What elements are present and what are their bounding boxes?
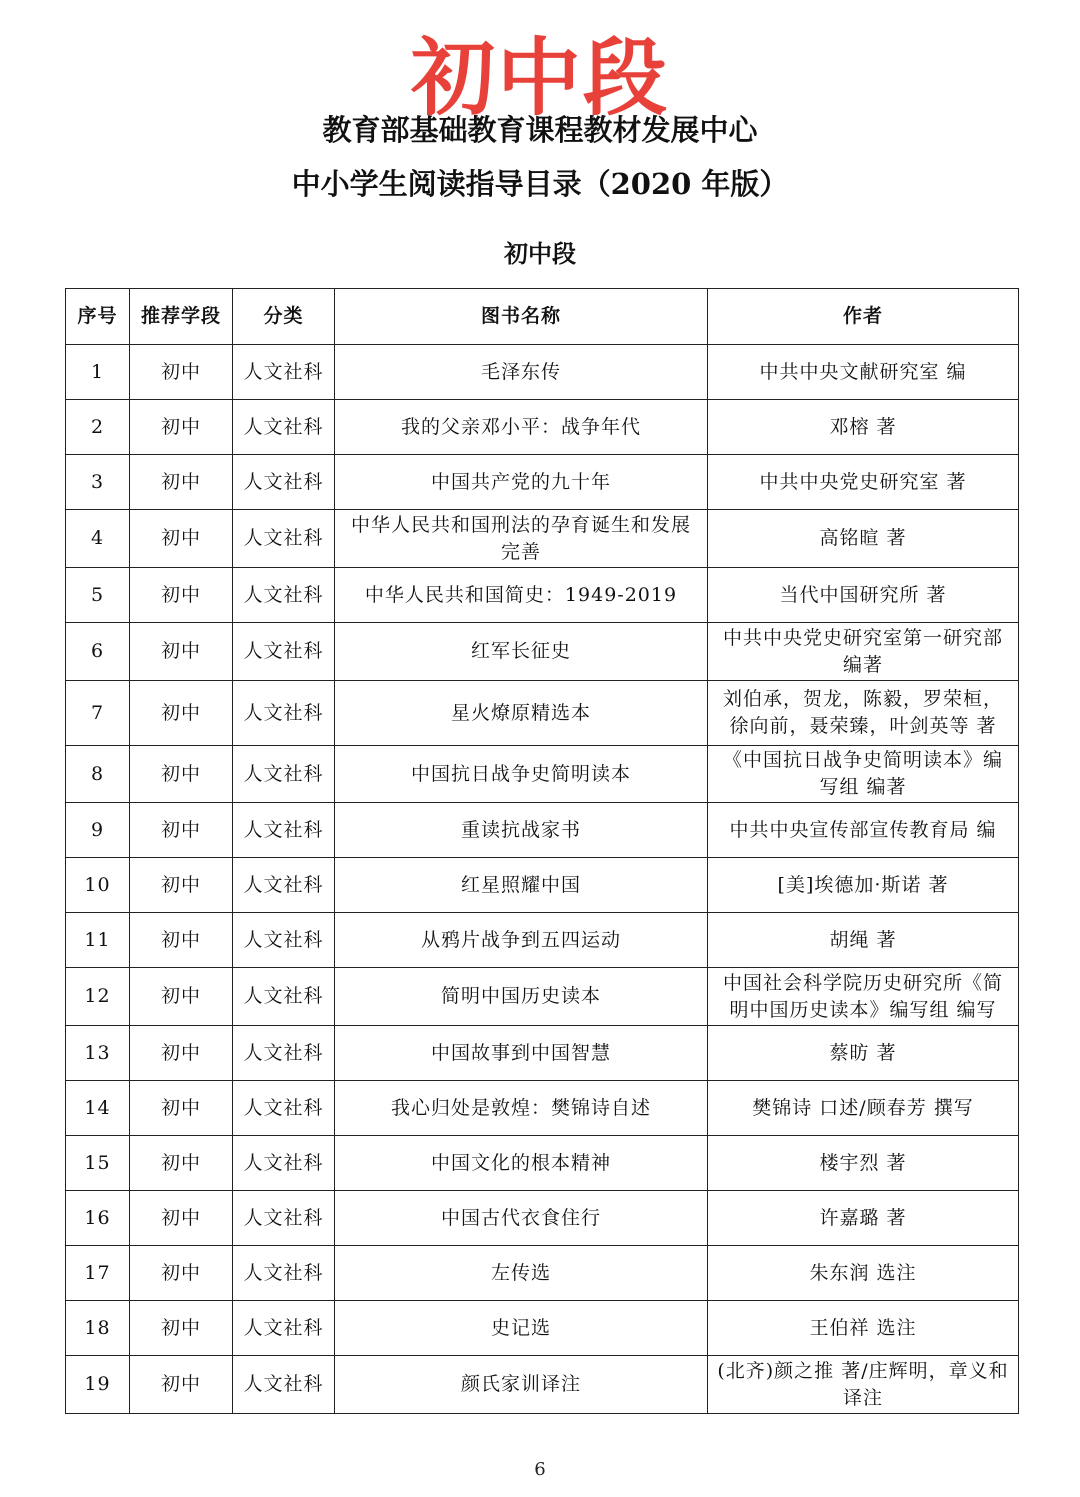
cell-book-title: 中国古代衣食住行 (335, 1191, 708, 1246)
cell-number: 2 (66, 400, 130, 455)
cell-book-title: 中华人民共和国简史：1949-2019 (335, 568, 708, 623)
cell-category: 人文社科 (233, 345, 335, 400)
cell-number: 5 (66, 568, 130, 623)
cell-category: 人文社科 (233, 455, 335, 510)
cell-stage: 初中 (130, 913, 233, 968)
table-row (66, 1191, 1019, 1246)
cell-number: 15 (66, 1136, 130, 1191)
organization-title: 教育部基础教育课程教材发展中心 (322, 113, 758, 147)
cell-category: 人文社科 (233, 1301, 335, 1356)
cell-book-title: 左传选 (335, 1246, 708, 1301)
cell-category: 人文社科 (233, 913, 335, 968)
cell-category: 人文社科 (233, 746, 335, 803)
header-row (66, 289, 1019, 345)
cell-stage: 初中 (130, 1191, 233, 1246)
cell-author: 朱东润 选注 (708, 1246, 1019, 1301)
cell-stage: 初中 (130, 455, 233, 510)
cell-category: 人文社科 (233, 1191, 335, 1246)
header-book-title: 图书名称 (335, 289, 708, 345)
header-author: 作者 (708, 289, 1019, 345)
cell-author: 王伯祥 选注 (708, 1301, 1019, 1356)
table-row (66, 1246, 1019, 1301)
cell-book-title: 我的父亲邓小平：战争年代 (335, 400, 708, 455)
cell-author: 中共中央文献研究室 编 (708, 345, 1019, 400)
table-row (66, 913, 1019, 968)
cell-category: 人文社科 (233, 623, 335, 681)
cell-number: 4 (66, 510, 130, 568)
cell-category: 人文社科 (233, 968, 335, 1026)
cell-number: 14 (66, 1081, 130, 1136)
cell-book-title: 中国共产党的九十年 (335, 455, 708, 510)
cell-category: 人文社科 (233, 568, 335, 623)
cell-author: 邓榕 著 (708, 400, 1019, 455)
cell-author: 刘伯承，贺龙，陈毅，罗荣桓，徐向前，聂荣臻，叶剑英等 著 (708, 681, 1019, 746)
table-row (66, 1356, 1019, 1414)
cell-book-title: 中华人民共和国刑法的孕育诞生和发展完善 (335, 510, 708, 568)
table-row (66, 1081, 1019, 1136)
cell-category: 人文社科 (233, 1356, 335, 1414)
table-row (66, 455, 1019, 510)
cell-book-title: 中国文化的根本精神 (335, 1136, 708, 1191)
table-row (66, 746, 1019, 803)
cell-number: 11 (66, 913, 130, 968)
cell-number: 1 (66, 345, 130, 400)
cell-book-title: 重读抗战家书 (335, 803, 708, 858)
cell-author: 蔡昉 著 (708, 1026, 1019, 1081)
cell-category: 人文社科 (233, 681, 335, 746)
page-number: 6 (534, 1459, 546, 1480)
cell-author: 中国社会科学院历史研究所《简明中国历史读本》编写组 编写 (708, 968, 1019, 1026)
table-row (66, 623, 1019, 681)
cell-author: [美]埃德加·斯诺 著 (708, 858, 1019, 913)
cell-number: 9 (66, 803, 130, 858)
cell-number: 19 (66, 1356, 130, 1414)
cell-stage: 初中 (130, 510, 233, 568)
cell-stage: 初中 (130, 345, 233, 400)
cell-number: 17 (66, 1246, 130, 1301)
table-body (66, 345, 1019, 1414)
cell-category: 人文社科 (233, 1081, 335, 1136)
catalog-title: 中小学生阅读指导目录（2020 年版） (291, 167, 789, 201)
cell-category: 人文社科 (233, 1136, 335, 1191)
cell-author: 胡绳 著 (708, 913, 1019, 968)
cell-stage: 初中 (130, 568, 233, 623)
table-row (66, 400, 1019, 455)
cell-number: 16 (66, 1191, 130, 1246)
cell-stage: 初中 (130, 1246, 233, 1301)
cell-stage: 初中 (130, 1356, 233, 1414)
table-row (66, 858, 1019, 913)
cell-author: 中共中央党史研究室 著 (708, 455, 1019, 510)
cell-category: 人文社科 (233, 1246, 335, 1301)
cell-book-title: 中国故事到中国智慧 (335, 1026, 708, 1081)
cell-book-title: 我心归处是敦煌：樊锦诗自述 (335, 1081, 708, 1136)
cell-book-title: 毛泽东传 (335, 345, 708, 400)
cell-book-title: 史记选 (335, 1301, 708, 1356)
table-row (66, 968, 1019, 1026)
cell-stage: 初中 (130, 681, 233, 746)
cell-stage: 初中 (130, 746, 233, 803)
table-row (66, 681, 1019, 746)
cell-author: 樊锦诗 口述/顾春芳 撰写 (708, 1081, 1019, 1136)
cell-category: 人文社科 (233, 803, 335, 858)
cell-author: 《中国抗日战争史简明读本》编写组 编著 (708, 746, 1019, 803)
cell-number: 10 (66, 858, 130, 913)
table-row (66, 1136, 1019, 1191)
table-header (66, 289, 1019, 345)
overlay-title: 初中段 (410, 29, 669, 127)
cell-author: (北齐)颜之推 著/庄辉明，章义和 译注 (708, 1356, 1019, 1414)
cell-author: 中共中央党史研究室第一研究部 编著 (708, 623, 1019, 681)
cell-author: 许嘉璐 著 (708, 1191, 1019, 1246)
header-stage: 推荐学段 (130, 289, 233, 345)
header-number: 序号 (66, 289, 130, 345)
cell-number: 6 (66, 623, 130, 681)
cell-number: 3 (66, 455, 130, 510)
table-row (66, 803, 1019, 858)
cell-book-title: 颜氏家训译注 (335, 1356, 708, 1414)
cell-category: 人文社科 (233, 858, 335, 913)
cell-book-title: 简明中国历史读本 (335, 968, 708, 1026)
table-row (66, 345, 1019, 400)
section-title: 初中段 (504, 239, 576, 268)
cell-category: 人文社科 (233, 1026, 335, 1081)
table-row (66, 1026, 1019, 1081)
cell-number: 7 (66, 681, 130, 746)
cell-stage: 初中 (130, 1081, 233, 1136)
cell-author: 当代中国研究所 著 (708, 568, 1019, 623)
cell-book-title: 星火燎原精选本 (335, 681, 708, 746)
cell-book-title: 红星照耀中国 (335, 858, 708, 913)
reading-list-table (65, 288, 1019, 1414)
cell-author: 高铭暄 著 (708, 510, 1019, 568)
cell-category: 人文社科 (233, 400, 335, 455)
table-row (66, 510, 1019, 568)
cell-stage: 初中 (130, 1026, 233, 1081)
cell-stage: 初中 (130, 803, 233, 858)
cell-stage: 初中 (130, 968, 233, 1026)
cell-author: 中共中央宣传部宣传教育局 编 (708, 803, 1019, 858)
cell-stage: 初中 (130, 623, 233, 681)
cell-book-title: 从鸦片战争到五四运动 (335, 913, 708, 968)
cell-stage: 初中 (130, 1301, 233, 1356)
cell-author: 楼宇烈 著 (708, 1136, 1019, 1191)
cell-book-title: 红军长征史 (335, 623, 708, 681)
header-category: 分类 (233, 289, 335, 345)
table-row (66, 568, 1019, 623)
cell-book-title: 中国抗日战争史简明读本 (335, 746, 708, 803)
cell-number: 18 (66, 1301, 130, 1356)
cell-stage: 初中 (130, 400, 233, 455)
cell-number: 13 (66, 1026, 130, 1081)
cell-stage: 初中 (130, 1136, 233, 1191)
cell-number: 12 (66, 968, 130, 1026)
table-row (66, 1301, 1019, 1356)
cell-category: 人文社科 (233, 510, 335, 568)
cell-number: 8 (66, 746, 130, 803)
cell-stage: 初中 (130, 858, 233, 913)
